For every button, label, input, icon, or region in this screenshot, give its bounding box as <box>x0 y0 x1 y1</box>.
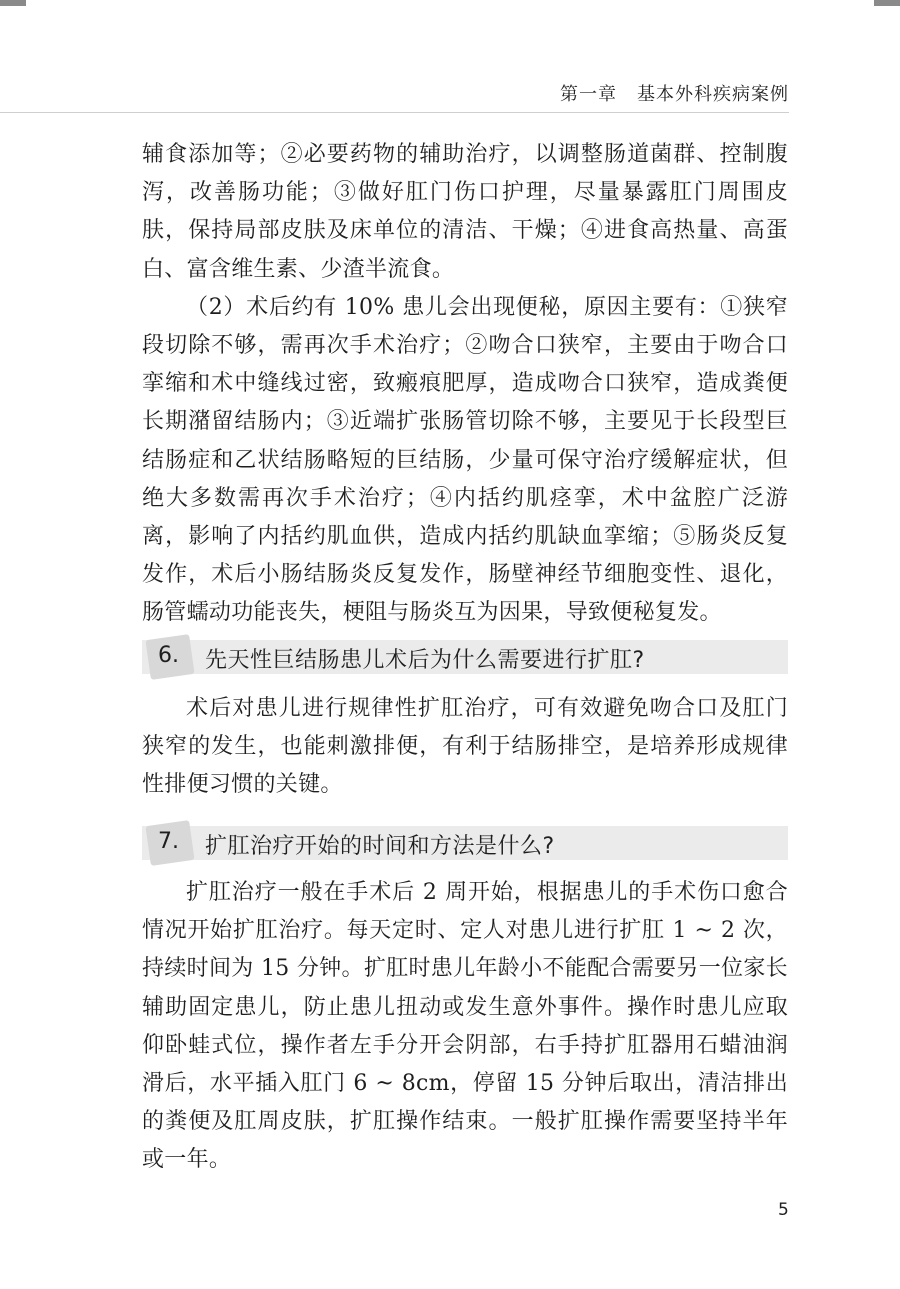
corner-mark-right <box>874 0 900 6</box>
page-number: 5 <box>778 1200 789 1220</box>
answer-paragraph: 术后对患儿进行规律性扩肛治疗，可有效避免吻合口及肛门狭窄的发生，也能刺激排便，有利于结肠排空，是培养形成规律性排便习惯的关键。 <box>142 696 788 798</box>
running-header <box>560 80 789 106</box>
chapter-title: 基本外科疾病案例 <box>637 84 789 105</box>
answer-section <box>142 874 788 1180</box>
question-number: 7. <box>158 829 179 854</box>
question-title: 扩肛治疗开始的时间和方法是什么? <box>205 834 555 859</box>
header-rule <box>0 112 789 113</box>
corner-mark-left <box>0 0 26 6</box>
answer-paragraph: 扩肛治疗一般在手术后 2 周开始，根据患儿的手术伤口愈合情况开始扩肛治疗。每天定时、定人对患儿进行扩肛 1 ~ 2 次，持续时间为 15 分钟。扩肛时患儿年龄小不能配合需要另一位家长辅助固定患儿，防止患儿扭动或发生意外事件。操作时患儿应取仰卧蛙式位，操作者左手分开会阴部，右手持扩肛器用石蜡油润滑后，水平插入肛门 6 ~ 8cm，停留 15 分钟后取出，清洁排出的粪便及肛周皮肤，扩肛操作结束。一般扩肛操作需要坚持半年或一年。 <box>142 880 788 1173</box>
body-paragraph: 辅食添加等；②必要药物的辅助治疗，以调整肠道菌群、控制腹泻，改善肠功能；③做好肛门伤口护理，尽量暴露肛门周围皮肤，保持局部皮肤及床单位的清洁、干燥；④进食高热量、高蛋白、富含维生素、少渣半流食。 <box>142 142 788 282</box>
question-number: 6. <box>158 643 179 668</box>
body-paragraph: （2）术后约有 10% 患儿会出现便秘，原因主要有：①狭窄段切除不够，需再次手术治疗；②吻合口狭窄，主要由于吻合口挛缩和术中缝线过密，致瘢痕肥厚，造成吻合口狭窄，造成粪便长期潴留结肠内；③近端扩张肠管切除不够，主要见于长段型巨结肠症和乙状结肠略短的巨结肠，少量可保守治疗缓解症状，但绝大多数需再次手术治疗；④内括约肌痉挛，术中盆腔广泛游离，影响了内括约肌血供，造成内括约肌缺血挛缩；⑤肠炎反复发作，术后小肠结肠炎反复发作，肠壁神经节细胞变性、退化，肠管蠕动功能丧失，梗阻与肠炎互为因果，导致便秘复发。 <box>142 294 788 626</box>
body-section-continued <box>142 136 788 633</box>
chapter-number: 第一章 <box>560 84 617 105</box>
answer-section <box>142 690 788 805</box>
question-title: 先天性巨结肠患儿术后为什么需要进行扩肛? <box>205 648 645 673</box>
